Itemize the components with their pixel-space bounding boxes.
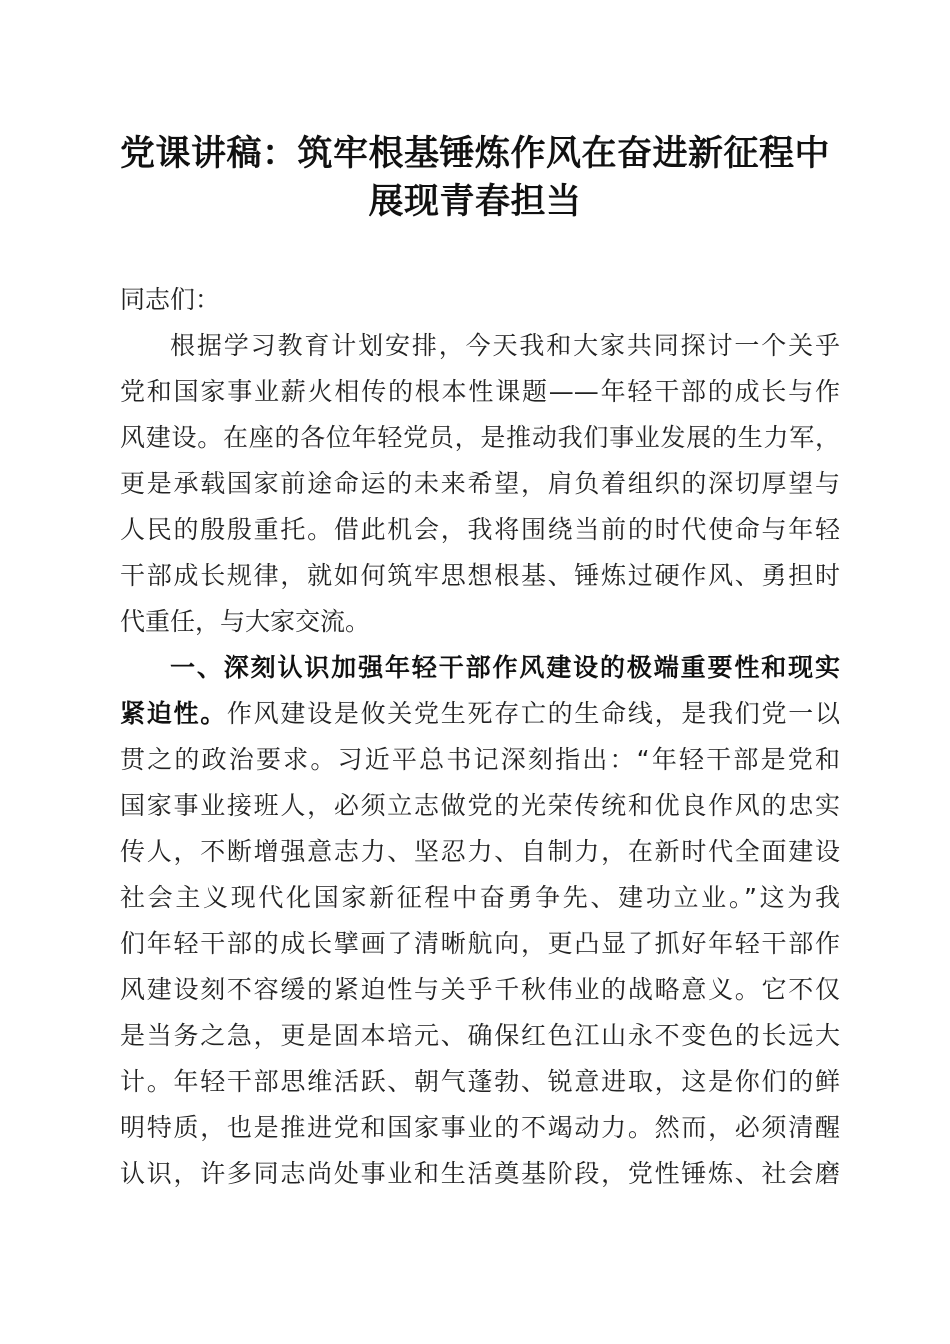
paragraph-1-line: 根据学习教育计划安排，今天我和大家共同探讨一个关乎 (170, 331, 840, 360)
paragraph-1-line: 人民的殷殷重托。借此机会，我将围绕当前的时代使命与年轻 (120, 515, 840, 544)
section-1-line: 社会主义现代化国家新征程中奋勇争先、建功立业。”这为我 (120, 883, 840, 912)
title-line-2: 展现青春担当 (368, 181, 582, 222)
section-1-line: 国家事业接班人，必须立志做党的光荣传统和优良作风的忠实 (120, 791, 840, 820)
section-1-line: 风建设刻不容缓的紧迫性与关乎千秋伟业的战略意义。它不仅 (120, 975, 840, 1004)
section-1-heading: 一、深刻认识加强年轻干部作风建设的极端重要性和现实 (170, 653, 840, 682)
section-1-heading-end: 紧迫性。 (120, 699, 227, 728)
section-1-line: 贯之的政治要求。习近平总书记深刻指出：“年轻干部是党和 (120, 745, 840, 774)
paragraph-1-line: 干部成长规律，就如何筑牢思想根基、锤炼过硬作风、勇担时 (120, 561, 840, 590)
section-1-line: 传人，不断增强意志力、坚忍力、自制力，在新时代全面建设 (120, 837, 840, 866)
section-1-line: 是当务之急，更是固本培元、确保红色江山永不变色的长远大 (120, 1021, 840, 1050)
title-line-1: 党课讲稿：筑牢根基锤炼作风在奋进新征程中 (119, 133, 830, 174)
section-1-line: 认识，许多同志尚处事业和生活奠基阶段，党性锤炼、社会磨 (120, 1159, 840, 1188)
paragraph-1-line: 风建设。在座的各位年轻党员，是推动我们事业发展的生力军， (120, 423, 840, 452)
section-1-line (120, 692, 840, 738)
section-1-line: 们年轻干部的成长擘画了清晰航向，更凸显了抓好年轻干部作 (120, 929, 840, 958)
section-1-text: 作风建设是攸关党生死存亡的生命线，是我们党一以 (226, 699, 840, 728)
paragraph-1-line: 党和国家事业薪火相传的根本性课题——年轻干部的成长与作 (120, 377, 840, 406)
paragraph-1-line: 代重任，与大家交流。 (120, 607, 371, 636)
document-title (100, 130, 850, 226)
section-1-line: 明特质，也是推进党和国家事业的不竭动力。然而，必须清醒 (120, 1113, 840, 1142)
salutation: 同志们： (120, 285, 221, 314)
paragraph-1-line: 更是承载国家前途命运的未来希望，肩负着组织的深切厚望与 (120, 469, 840, 498)
document-body (120, 278, 840, 1198)
section-1-line: 计。年轻干部思维活跃、朝气蓬勃、锐意进取，这是你们的鲜 (120, 1067, 840, 1096)
